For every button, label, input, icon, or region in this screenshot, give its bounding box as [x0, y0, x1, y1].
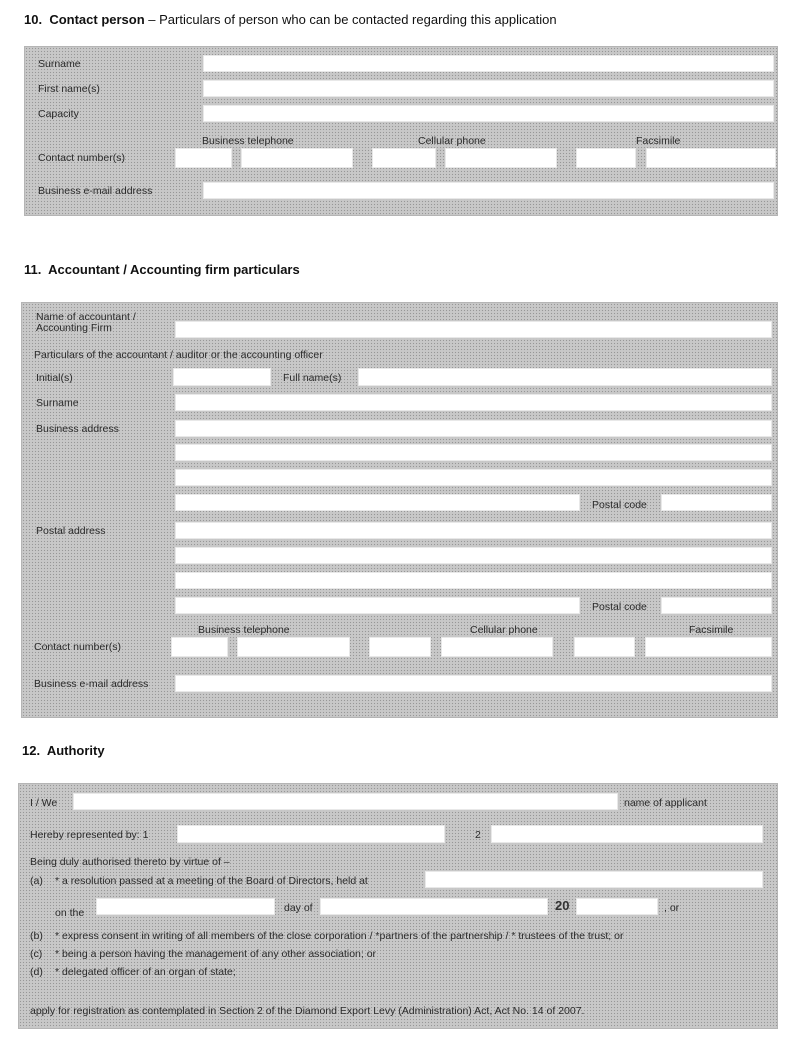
- item-c-text: * being a person having the management of any other association; or: [55, 948, 377, 960]
- surname-field[interactable]: [203, 55, 774, 72]
- full-names-field[interactable]: [358, 368, 772, 386]
- acct-fax-code-field[interactable]: [574, 637, 635, 657]
- or-label: , or: [664, 902, 680, 914]
- meeting-location-field[interactable]: [425, 871, 763, 888]
- business-tel-number-field[interactable]: [241, 148, 353, 168]
- representative-1-field[interactable]: [177, 825, 445, 843]
- accountant-name-label-line1: Name of accountant /: [36, 311, 136, 323]
- duly-authorised-text: Being duly authorised thereto by virtue of –: [30, 856, 230, 868]
- section-12-number: 12.: [22, 743, 41, 758]
- business-email-label: Business e-mail address: [38, 185, 153, 197]
- item-b-text: * express consent in writing of all members of the close corporation / *partners of the partnership / * trustees of the trust; or: [55, 930, 624, 942]
- first-names-label: First name(s): [38, 83, 100, 95]
- postal-address-line3[interactable]: [175, 572, 772, 589]
- business-address-line1[interactable]: [175, 420, 772, 437]
- acct-fax-number-field[interactable]: [645, 637, 772, 657]
- postal-address-label: Postal address: [36, 525, 106, 537]
- acct-cellular-number-field[interactable]: [441, 637, 553, 657]
- item-c-marker: (c): [30, 948, 43, 960]
- capacity-label: Capacity: [38, 108, 79, 120]
- section-10-title: Contact person: [49, 12, 145, 27]
- business-address-line2[interactable]: [175, 444, 772, 461]
- apply-text: apply for registration as contemplated in Section 2 of the Diamond Export Levy (Administration) Act, Act No. 14 of 2007.: [30, 1005, 585, 1017]
- meeting-year-field[interactable]: [576, 898, 658, 915]
- item-d-marker: (d): [30, 966, 43, 978]
- section-10-subtitle: – Particulars of person who can be contacted regarding this application: [148, 12, 557, 27]
- acct-business-email-field[interactable]: [175, 675, 772, 692]
- section-10-number: 10.: [24, 12, 43, 27]
- business-email-field[interactable]: [203, 182, 774, 199]
- business-postal-code-field[interactable]: [661, 494, 772, 511]
- section-11-title: Accountant / Accounting firm particulars: [48, 262, 300, 277]
- postal-address-line2[interactable]: [175, 547, 772, 564]
- on-the-label: on the: [55, 907, 85, 919]
- postal-address-line4[interactable]: [175, 597, 580, 614]
- meeting-day-field[interactable]: [96, 898, 275, 915]
- cellular-phone-header: Cellular phone: [418, 135, 486, 147]
- business-telephone-header: Business telephone: [202, 135, 294, 147]
- capacity-field[interactable]: [203, 105, 774, 122]
- accountant-surname-label: Surname: [36, 397, 79, 409]
- section-12-title: Authority: [46, 743, 105, 758]
- day-of-label: day of: [284, 902, 313, 914]
- acct-contact-numbers-label: Contact number(s): [34, 641, 121, 653]
- surname-label: Surname: [38, 58, 81, 70]
- year-prefix-label: 20: [555, 898, 570, 913]
- particulars-label: Particulars of the accountant / auditor or the accounting officer: [34, 349, 323, 361]
- full-names-label: Full name(s): [283, 372, 342, 384]
- initials-field[interactable]: [173, 368, 271, 386]
- item-a-marker: (a): [30, 875, 43, 887]
- item-a-text: * a resolution passed at a meeting of the Board of Directors, held at: [55, 875, 368, 887]
- business-address-line4[interactable]: [175, 494, 580, 511]
- item-b-marker: (b): [30, 930, 43, 942]
- representative-2-label: 2: [475, 829, 481, 841]
- business-tel-code-field[interactable]: [175, 148, 232, 168]
- fax-code-field[interactable]: [576, 148, 636, 168]
- first-names-field[interactable]: [203, 80, 774, 97]
- initials-label: Initial(s): [36, 372, 73, 384]
- i-we-label: I / We: [30, 797, 58, 809]
- accountant-name-field[interactable]: [175, 321, 772, 338]
- accountant-name-label-line2: Accounting Firm: [36, 322, 112, 334]
- representative-2-field[interactable]: [491, 825, 763, 843]
- facsimile-header: Facsimile: [636, 135, 681, 147]
- acct-facsimile-header: Facsimile: [689, 624, 734, 636]
- section-10-heading: [24, 12, 557, 27]
- section-11-number: 11.: [24, 262, 42, 277]
- acct-business-telephone-header: Business telephone: [198, 624, 290, 636]
- represented-by-label: Hereby represented by: 1: [30, 829, 149, 841]
- postal-postal-code-label: Postal code: [592, 601, 647, 613]
- applicant-name-field[interactable]: [73, 793, 618, 810]
- acct-business-tel-number-field[interactable]: [237, 637, 350, 657]
- acct-business-tel-code-field[interactable]: [171, 637, 228, 657]
- postal-postal-code-field[interactable]: [661, 597, 772, 614]
- postal-address-line1[interactable]: [175, 522, 772, 539]
- acct-cellular-phone-header: Cellular phone: [470, 624, 538, 636]
- name-of-applicant-label: name of applicant: [624, 797, 707, 809]
- cellular-number-field[interactable]: [445, 148, 557, 168]
- acct-business-email-label: Business e-mail address: [34, 678, 149, 690]
- accountant-surname-field[interactable]: [175, 394, 772, 411]
- acct-cellular-code-field[interactable]: [369, 637, 431, 657]
- fax-number-field[interactable]: [646, 148, 776, 168]
- section-11-heading: [24, 262, 300, 277]
- business-address-line3[interactable]: [175, 469, 772, 486]
- business-postal-code-label: Postal code: [592, 499, 647, 511]
- business-address-label: Business address: [36, 423, 119, 435]
- cellular-code-field[interactable]: [372, 148, 436, 168]
- contact-numbers-label: Contact number(s): [38, 152, 125, 164]
- section-12-heading: [22, 743, 105, 758]
- meeting-month-field[interactable]: [320, 898, 548, 915]
- item-d-text: * delegated officer of an organ of state;: [55, 966, 236, 978]
